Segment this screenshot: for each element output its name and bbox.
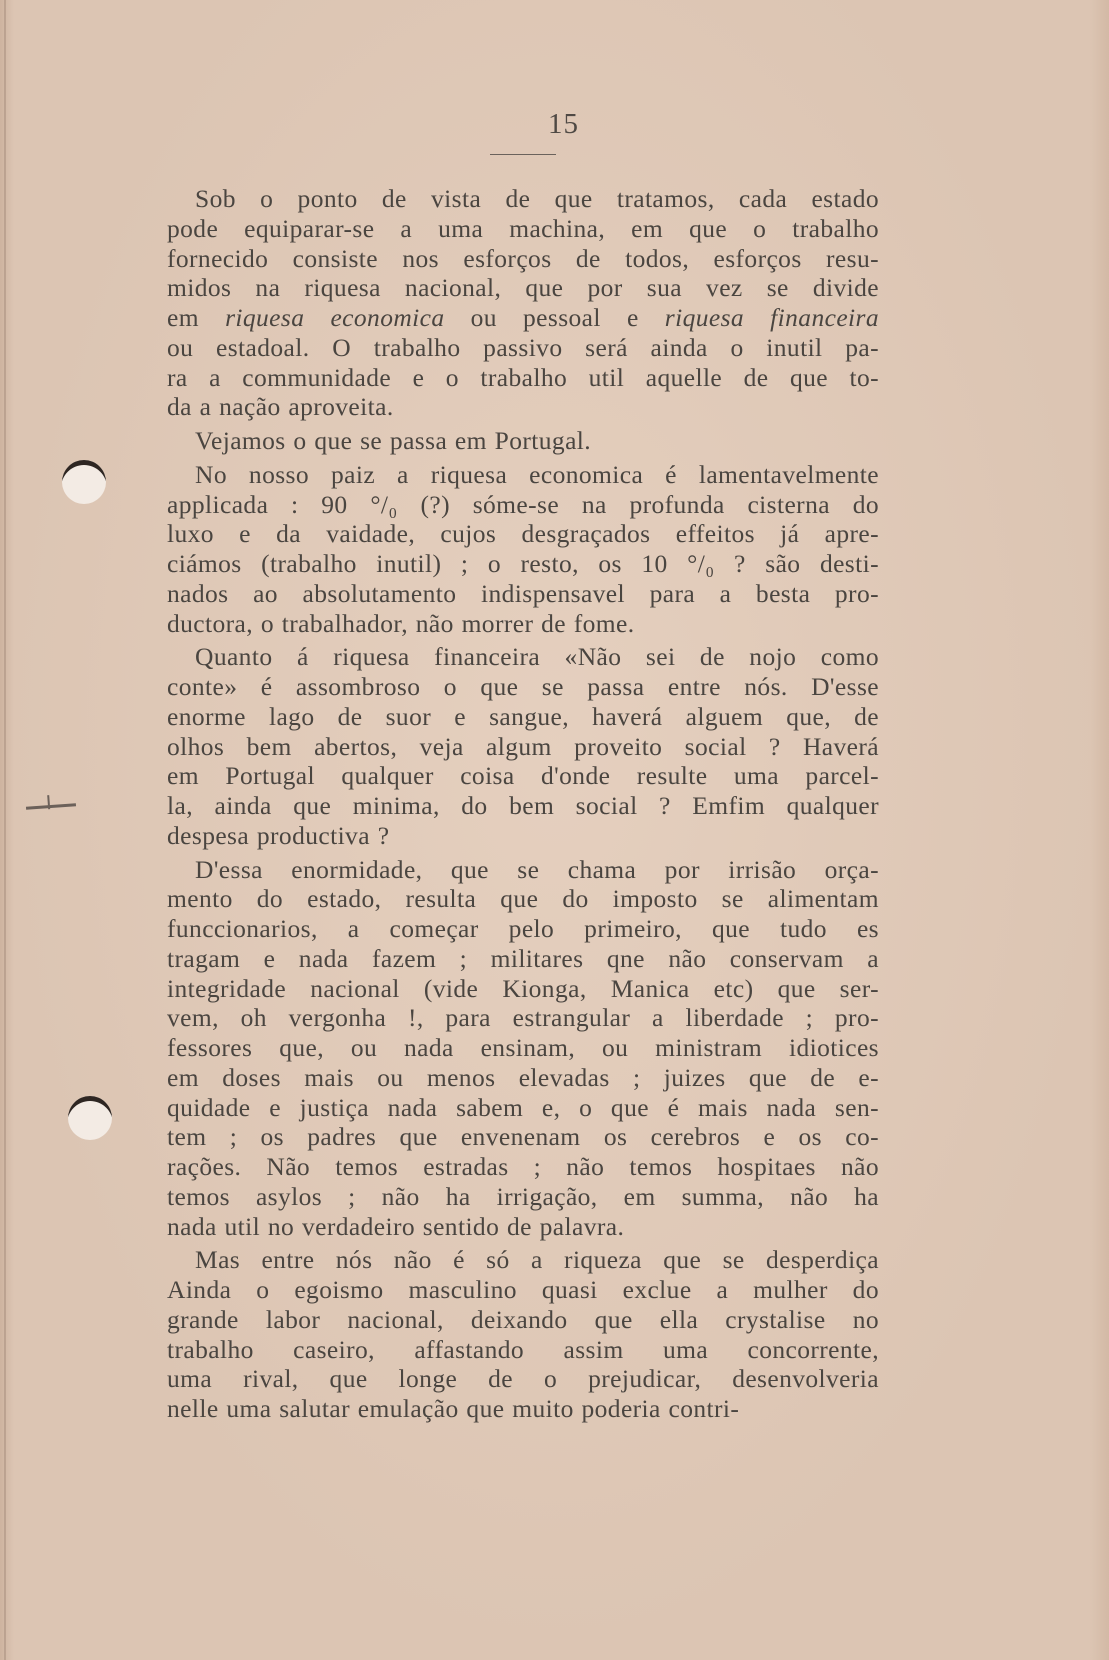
text-line: grande labor nacional, deixando que ella crystalise no: [167, 1304, 879, 1334]
text-line: ou estadoal. O trabalho passivo será ainda o inutil pa-: [167, 332, 879, 362]
text-line: trabalho caseiro, affastando assim uma concorrente,: [167, 1334, 879, 1364]
text-line: nados ao absolutamento indispensavel para a besta pro-: [167, 578, 879, 608]
paragraph: [167, 642, 879, 850]
text-line: mento do estado, resulta que do imposto se alimentam: [167, 884, 879, 914]
paragraph: [167, 1245, 879, 1424]
text-line: quidade e justiça nada sabem e, o que é mais nada sen-: [167, 1092, 879, 1122]
text-line: D'essa enormidade, que se chama por irrisão orça-: [195, 854, 879, 884]
text-line: conte» é assombroso o que se passa entre nós. D'esse: [167, 672, 879, 701]
text-line: tragam e nada fazem ; militares qne não conservam a: [167, 943, 879, 973]
text-line: No nosso paiz a riquesa economica é lamentavelmente: [195, 459, 879, 489]
text-line: tem ; os padres que envenenam os cerebros e os co-: [167, 1122, 879, 1152]
text-line: luxo e da vaidade, cujos desgraçados effeitos já apre-: [167, 519, 879, 549]
page-number: 15: [548, 108, 579, 140]
text-line: Ainda o egoismo masculino quasi exclue a mulher do: [167, 1275, 879, 1304]
text-line: ciámos (trabalho inutil) ; o resto, os 10 °/₀ ? são desti-: [167, 549, 879, 578]
punch-hole-top: [62, 460, 106, 504]
text-line: vem, oh vergonha !, para estrangular a liberdade ; pro-: [167, 1003, 879, 1033]
text-line: enorme lago de suor e sangue, haverá alguem que, de: [167, 701, 879, 731]
text-line: nada util no verdadeiro sentido de palavra.: [167, 1211, 625, 1241]
text-line: em doses mais ou menos elevadas ; juizes que de e-: [167, 1062, 879, 1092]
text-line: funccionarios, a começar pelo primeiro, que tudo es: [167, 914, 879, 943]
text-line: integridade nacional (vide Kionga, Manica etc) que ser-: [167, 973, 879, 1003]
text-line: rações. Não temos estradas ; não temos hospitaes não: [167, 1152, 879, 1181]
text-line: pode equiparar-se a uma machina, em que o trabalho: [167, 213, 879, 243]
text-line: midos na riquesa nacional, que por sua vez se divide: [167, 273, 879, 303]
text-line: temos asylos ; não ha irrigação, em summa, não ha: [167, 1181, 879, 1211]
paragraph: [167, 460, 879, 639]
text-fragment: ou pessoal e: [444, 303, 665, 332]
text-line: Vejamos o que se passa em Portugal.: [195, 426, 592, 455]
text-line: ra a communidade e o trabalho util aquelle de que to-: [167, 362, 879, 392]
text-line: fessores que, ou nada ensinam, ou ministram idiotices: [167, 1033, 879, 1062]
text-line: ductora, o trabalhador, não morrer de fome.: [167, 608, 635, 638]
paragraph: [167, 184, 879, 422]
text-line: olhos bem abertos, veja algum proveito social ? Haverá: [167, 731, 879, 761]
text-line: Mas entre nós não é só a riqueza que se desperdiça: [195, 1245, 879, 1275]
text-line: applicada : 90 °/₀ (?) sóme-se na profunda cisterna do: [167, 489, 879, 519]
text-line: uma rival, que longe de o prejudicar, desenvolveria: [167, 1364, 879, 1394]
page-number-rule: [490, 154, 556, 155]
text-line: em Portugal qualquer coisa d'onde resulte uma parcel-: [167, 761, 879, 791]
page-edge-shadow: [4, 0, 6, 1660]
text-line: fornecido consiste nos esforços de todos, esforços resu-: [167, 243, 879, 273]
italic-term: riquesa economica: [225, 303, 445, 332]
text-line: nelle uma salutar emulação que muito poderia contri-: [167, 1394, 740, 1423]
text-line: [167, 303, 879, 333]
text-line: Quanto á riquesa financeira «Não sei de nojo como: [195, 642, 879, 672]
text-line: da a nação aproveita.: [167, 392, 394, 422]
binding-mark: [26, 803, 76, 809]
italic-term: riquesa financeira: [664, 303, 879, 332]
punch-hole-bottom: [68, 1096, 112, 1140]
body-text: [167, 184, 879, 1424]
paragraph: [167, 855, 879, 1242]
text-line: la, ainda que minima, do bem social ? Emfim qualquer: [167, 791, 879, 820]
text-line: Sob o ponto de vista de que tratamos, cada estado: [195, 184, 879, 213]
text-line: despesa productiva ?: [167, 820, 390, 850]
paragraph: [167, 426, 879, 456]
text-fragment: em: [167, 303, 226, 332]
